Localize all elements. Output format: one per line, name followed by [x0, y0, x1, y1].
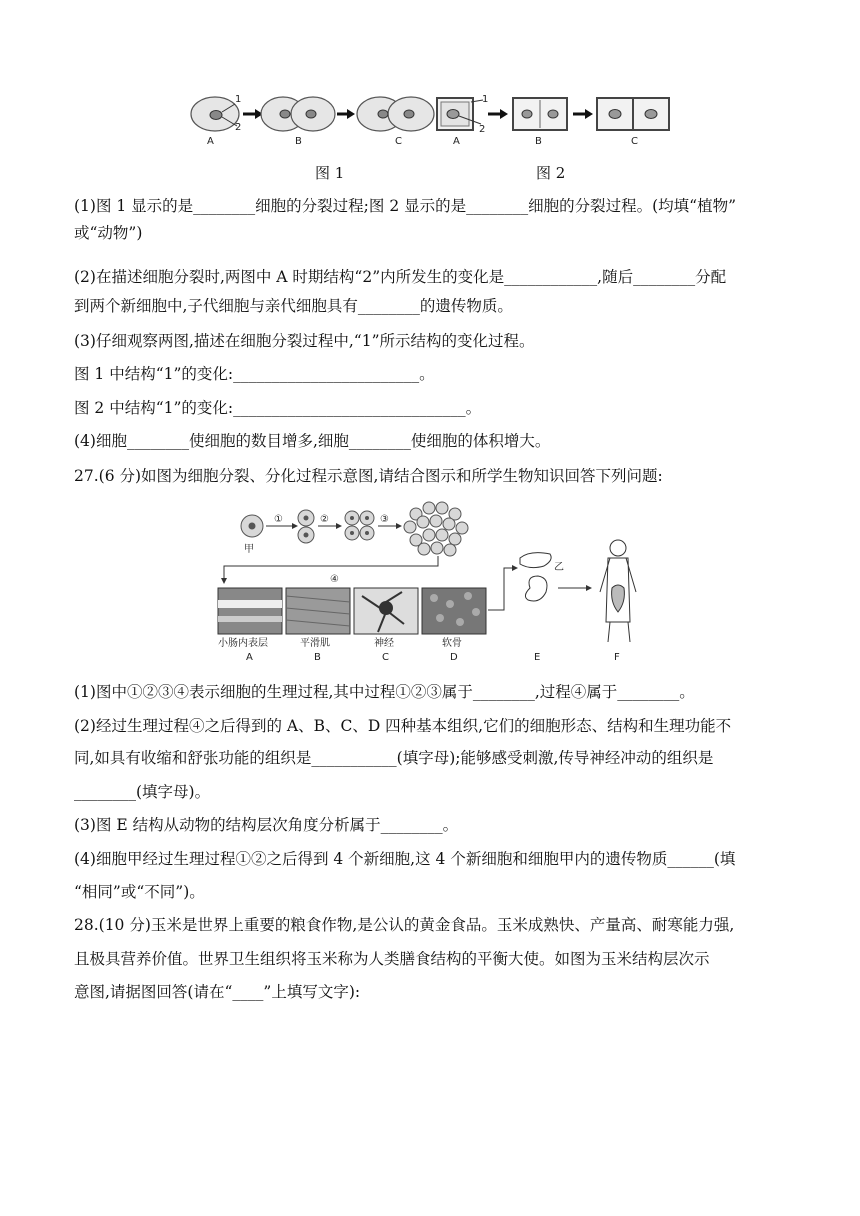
animal-cell-b	[261, 97, 335, 131]
tissue-letter-c: C	[382, 652, 389, 663]
letter-c: C	[631, 136, 638, 147]
letter-a: A	[453, 136, 460, 147]
text-line: (3)图 E 结构从动物的结构层次角度分析属于________。	[74, 816, 459, 834]
tissue-letter-a: A	[246, 652, 253, 663]
plant-cell-b	[513, 98, 567, 130]
tissue-name-c: 神经	[374, 638, 394, 649]
animal-cell-c	[357, 97, 434, 131]
label-jia: 甲	[244, 544, 254, 555]
text-line: 同,如具有收缩和舒张功能的组织是___________(填字母);能够感受刺激,传导神经冲动的组织是	[74, 749, 714, 767]
tissue-letter-b: B	[314, 652, 321, 663]
text-line: (2)在描述细胞分裂时,两图中 A 时期结构“2”内所发生的变化是____________,随后________分配	[74, 268, 727, 286]
text-line: 或“动物”)	[74, 224, 143, 242]
mark-1: 1	[235, 94, 242, 105]
plant-cell-a	[437, 98, 483, 130]
text-line: “相同”或“不同”)。	[74, 883, 205, 901]
figure1-caption: 图 1	[315, 164, 345, 182]
mark-1: 1	[482, 94, 489, 105]
question-27: 27.(6 分)如图为细胞分裂、分化过程示意图,请结合图示和所学生物知识回答下列问题:	[74, 467, 663, 485]
cell-division-figure	[185, 90, 675, 152]
text-line: ________(填字母)。	[74, 783, 211, 801]
step-4: ④	[330, 574, 339, 585]
question-28: 28.(10 分)玉米是世界上重要的粮食作物,是公认的黄金食品。玉米成熟快、产量高、耐寒能力强,	[74, 916, 735, 934]
tissue-name-b: 平滑肌	[300, 638, 330, 649]
tissue-letter-d: D	[450, 652, 458, 663]
letter-b: B	[295, 136, 302, 147]
letter-c: C	[395, 136, 402, 147]
text-line: (1)图 1 显示的是________细胞的分裂过程;图 2 显示的是________细胞的分裂过程。(均填“植物”	[74, 197, 737, 215]
organ-letter-e: E	[534, 652, 541, 663]
tissue-name-d: 软骨	[442, 638, 462, 649]
differentiation-diagram	[214, 492, 654, 670]
figure2-caption: 图 2	[536, 164, 566, 182]
text-line: 到两个新细胞中,子代细胞与亲代细胞具有________的遗传物质。	[74, 297, 513, 315]
step-1: ①	[274, 514, 283, 525]
plant-cell-c	[597, 98, 669, 130]
letter-b: B	[535, 136, 542, 147]
text-line: (4)细胞甲经过生理过程①②之后得到 4 个新细胞,这 4 个新细胞和细胞甲内的遗传物质______(填	[74, 850, 736, 868]
text-line: (3)仔细观察两图,描述在细胞分裂过程中,“1”所示结构的变化过程。	[74, 332, 535, 350]
step-2: ②	[320, 514, 329, 525]
animal-cell-a	[191, 97, 242, 133]
tissue-name-a: 小肠内表层	[218, 638, 268, 649]
mark-2: 2	[479, 124, 486, 135]
organ-letter-f: F	[614, 652, 620, 663]
text-line: 且极具营养价值。世界卫生组织将玉米称为人类膳食结构的平衡大使。如图为玉米结构层次示	[74, 950, 710, 968]
text-line: (1)图中①②③④表示细胞的生理过程,其中过程①②③属于________,过程④属于________。	[74, 683, 695, 701]
mark-2: 2	[235, 122, 242, 133]
letter-a: A	[207, 136, 214, 147]
text-line: (2)经过生理过程④之后得到的 A、B、C、D 四种基本组织,它们的细胞形态、结构和生理功能不	[74, 717, 732, 735]
step-3: ③	[380, 514, 389, 525]
text-line: 意图,请据图回答(请在“____”上填写文字):	[74, 983, 361, 1001]
text-line: 图 1 中结构“1”的变化:________________________。	[74, 365, 435, 383]
text-line: 图 2 中结构“1”的变化:______________________________。	[74, 399, 482, 417]
label-yi: 乙	[554, 562, 564, 573]
text-line: (4)细胞________使细胞的数目增多,细胞________使细胞的体积增大。	[74, 432, 551, 450]
